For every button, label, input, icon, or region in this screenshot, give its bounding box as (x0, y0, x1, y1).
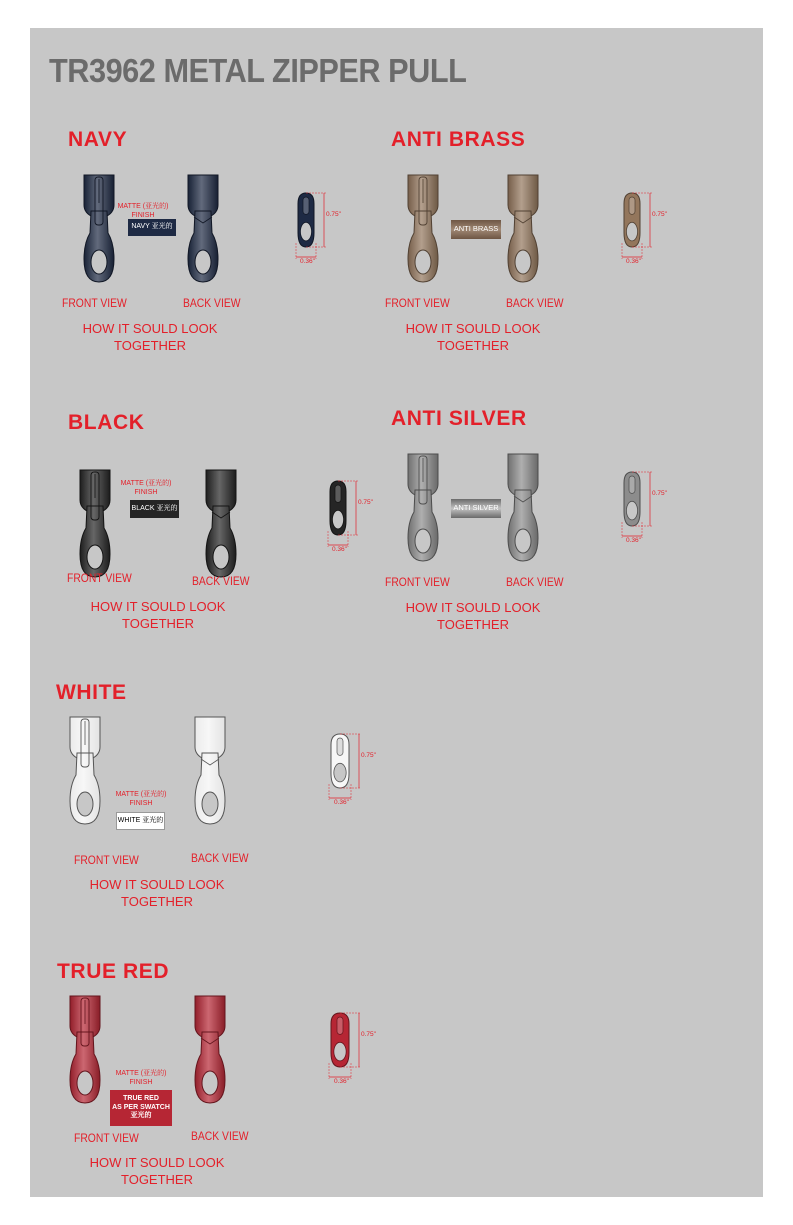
color-swatch: WHITE 亚光的 (116, 812, 165, 830)
back-view-label: BACK VIEW (506, 577, 564, 589)
width-dimension: 0.36" (332, 546, 347, 553)
width-dimension: 0.36" (300, 258, 315, 265)
height-dimension: 0.75" (326, 211, 341, 219)
side-view-pull (329, 1011, 391, 1089)
back-view-label: BACK VIEW (192, 576, 250, 588)
section-title: NAVY (68, 128, 128, 151)
back-view-label: BACK VIEW (183, 298, 241, 310)
front-view-pull (67, 715, 103, 827)
width-dimension: 0.36" (334, 799, 349, 806)
section-title: ANTI BRASS (391, 128, 526, 151)
front-view-label: FRONT VIEW (62, 298, 127, 310)
back-view-pull (192, 994, 228, 1106)
back-view-label: BACK VIEW (506, 298, 564, 310)
back-view-pull (192, 715, 228, 827)
front-view-pull (405, 452, 441, 564)
color-swatch: ANTI BRASS (451, 220, 501, 239)
front-view-label: FRONT VIEW (385, 298, 450, 310)
height-dimension: 0.75" (652, 490, 667, 498)
height-dimension: 0.75" (652, 211, 667, 219)
together-note: HOW IT SOULD LOOK TOGETHER (82, 321, 218, 353)
section-title: BLACK (68, 411, 145, 434)
back-view-label: BACK VIEW (191, 853, 249, 865)
side-view-pull (329, 732, 391, 810)
back-view-pull (505, 173, 541, 285)
together-note: HOW IT SOULD LOOK TOGETHER (405, 321, 541, 353)
matte-finish-note: MATTE (亚光的) FINISH (120, 480, 172, 496)
front-view-label: FRONT VIEW (67, 573, 132, 585)
front-view-label: FRONT VIEW (385, 577, 450, 589)
front-view-pull (67, 994, 103, 1106)
front-view-pull (81, 173, 117, 285)
height-dimension: 0.75" (361, 1031, 376, 1039)
side-view-pull (622, 191, 682, 269)
together-note: HOW IT SOULD LOOK TOGETHER (89, 877, 225, 909)
front-view-label: FRONT VIEW (74, 1133, 139, 1145)
back-view-pull (203, 468, 239, 580)
color-swatch: TRUE RED AS PER SWATCH 亚光的 (110, 1090, 172, 1126)
width-dimension: 0.36" (626, 537, 641, 544)
matte-finish-note: MATTE (亚光的) FINISH (117, 203, 169, 219)
matte-finish-note: MATTE (亚光的) FINISH (115, 1070, 167, 1086)
section-title: ANTI SILVER (391, 407, 527, 430)
front-view-pull (405, 173, 441, 285)
side-view-pull (296, 191, 356, 269)
height-dimension: 0.75" (361, 752, 376, 760)
together-note: HOW IT SOULD LOOK TOGETHER (405, 600, 541, 632)
spec-sheet (30, 28, 763, 1197)
color-swatch: BLACK 亚光的 (130, 500, 179, 518)
section-title: TRUE RED (57, 960, 170, 983)
back-view-pull (185, 173, 221, 285)
section-title: WHITE (56, 681, 127, 704)
side-view-pull (328, 479, 388, 557)
together-note: HOW IT SOULD LOOK TOGETHER (89, 1155, 225, 1187)
front-view-label: FRONT VIEW (74, 855, 139, 867)
height-dimension: 0.75" (358, 499, 373, 507)
page-title: TR3962 METAL ZIPPER PULL (49, 52, 467, 89)
back-view-label: BACK VIEW (191, 1131, 249, 1143)
front-view-pull (77, 468, 113, 580)
color-swatch: NAVY 亚光的 (128, 219, 176, 236)
together-note: HOW IT SOULD LOOK TOGETHER (90, 599, 226, 631)
width-dimension: 0.36" (626, 258, 641, 265)
matte-finish-note: MATTE (亚光的) FINISH (115, 791, 167, 807)
side-view-pull (622, 470, 682, 548)
color-swatch: ANTI SILVER (451, 499, 501, 518)
back-view-pull (505, 452, 541, 564)
width-dimension: 0.36" (334, 1078, 349, 1085)
